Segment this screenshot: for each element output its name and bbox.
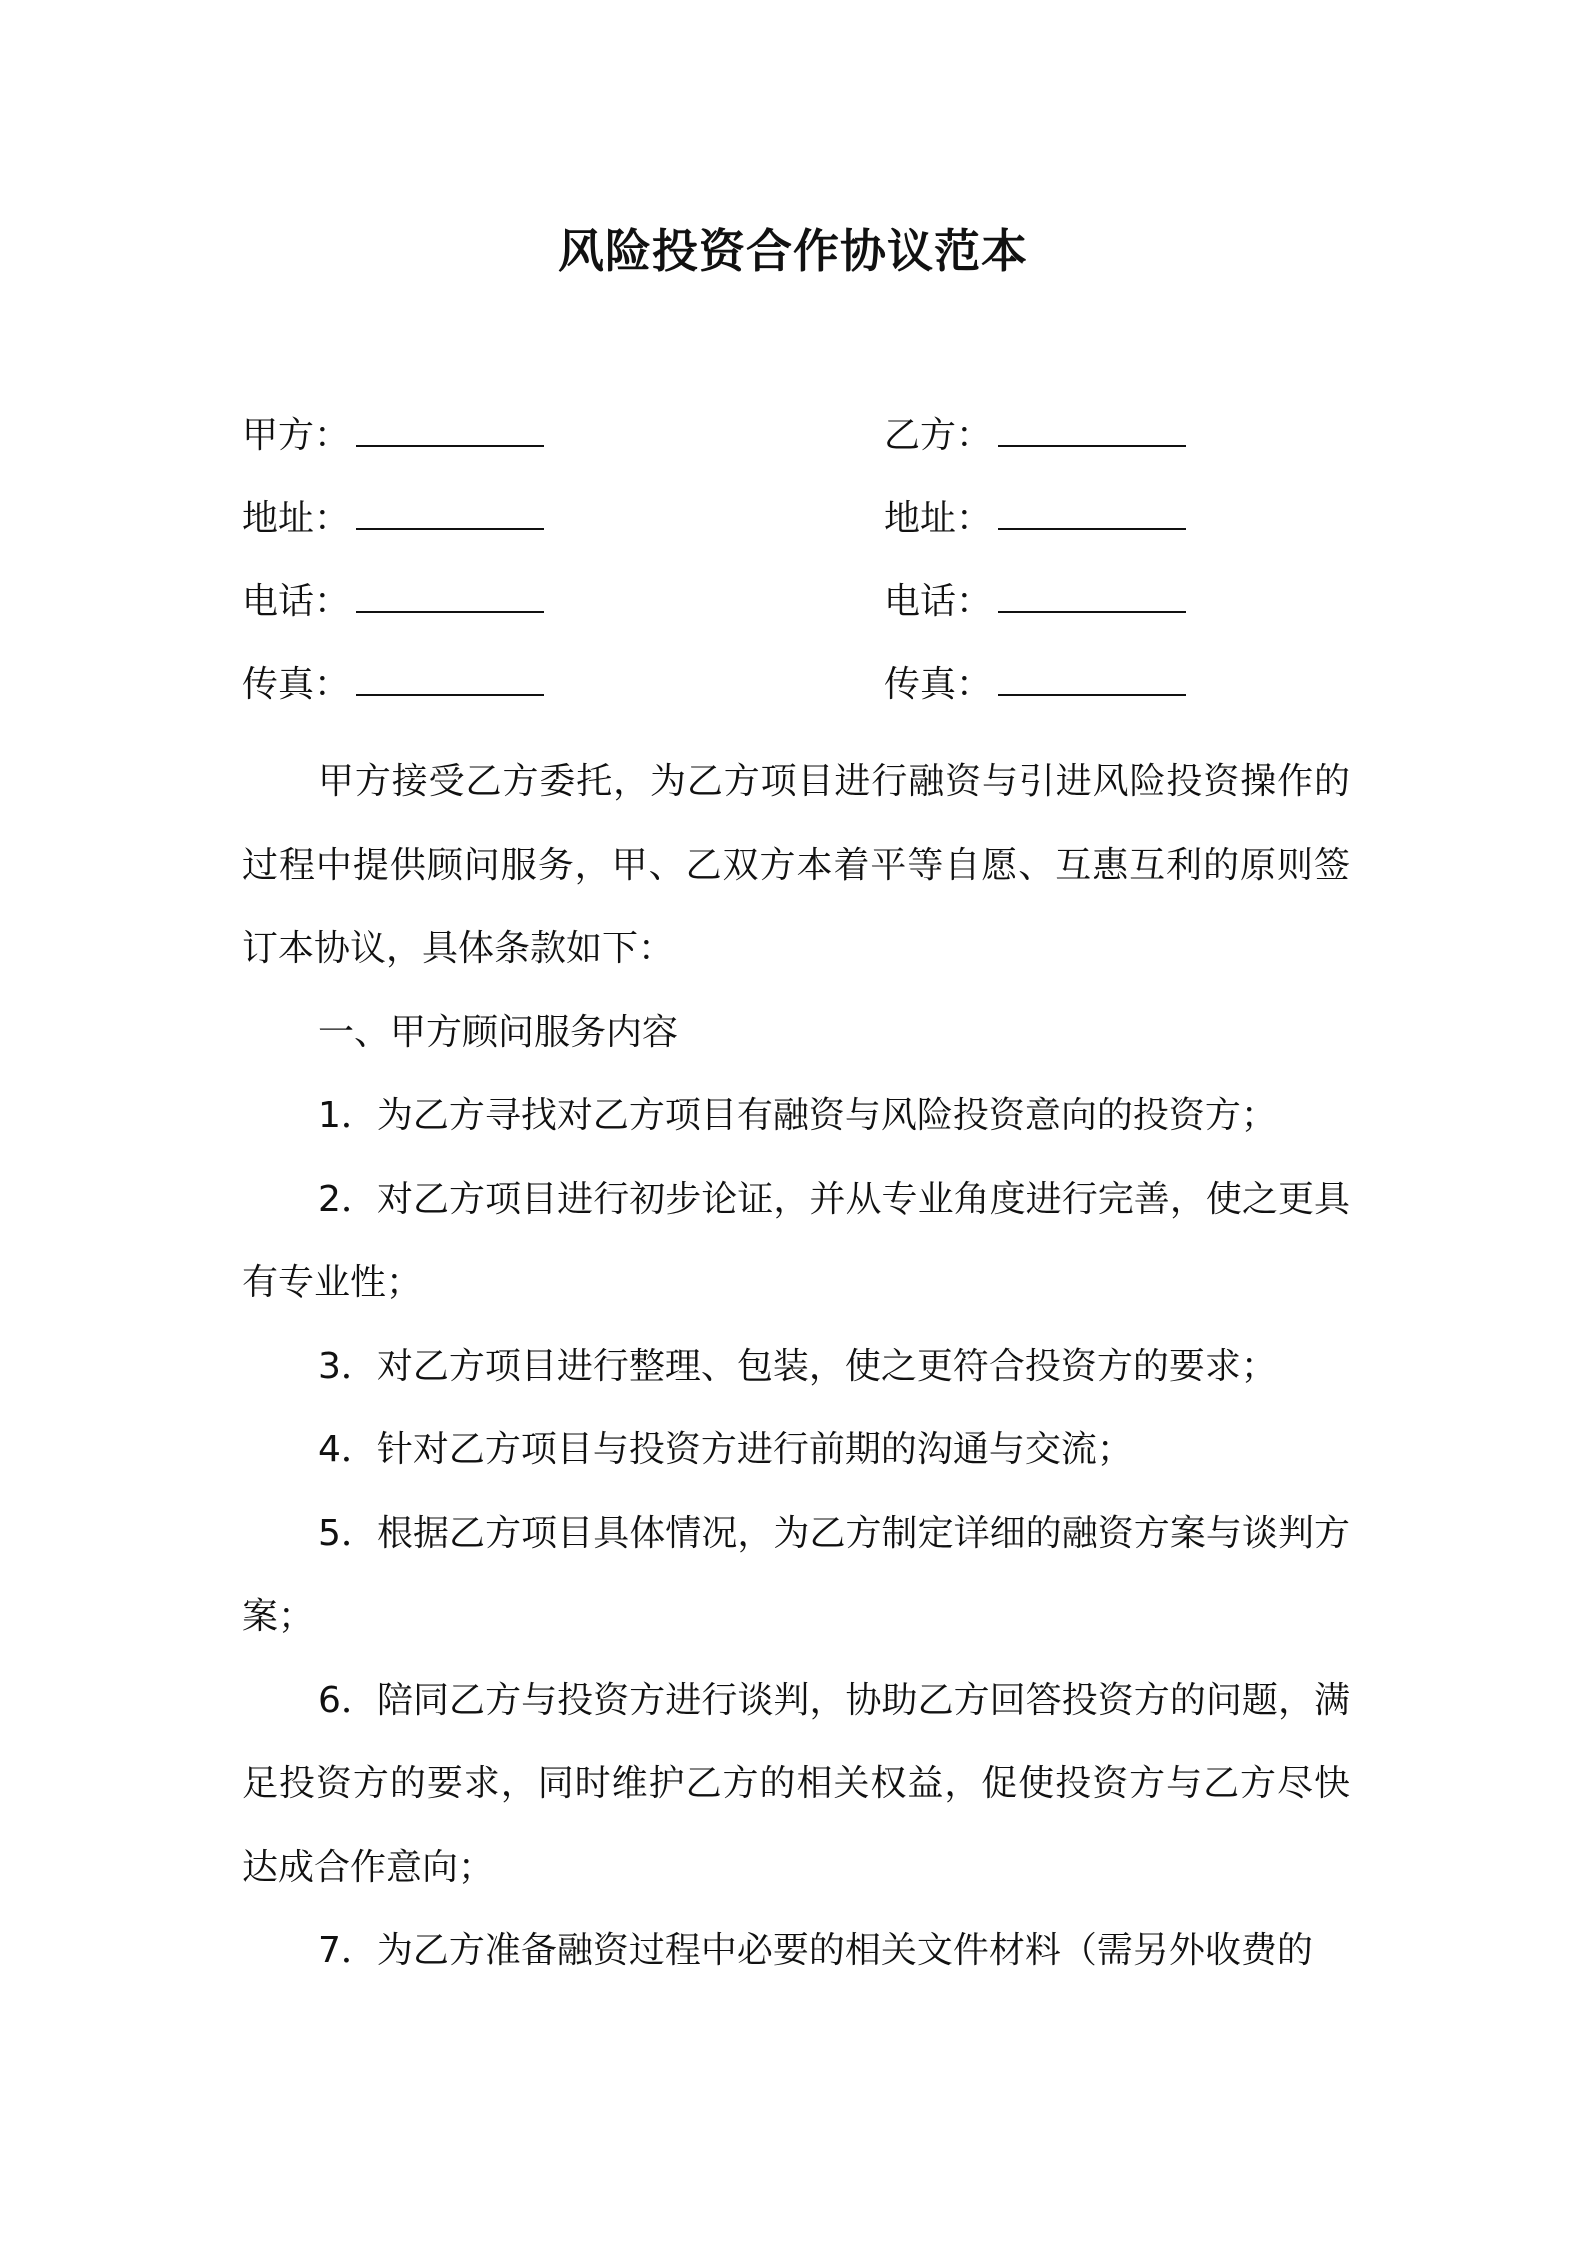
party-b-address-line	[884, 498, 1186, 539]
party-a-phone-label: 电话：	[242, 581, 351, 622]
party-b-fax-line	[884, 664, 1186, 705]
party-b-label: 乙方：	[884, 415, 993, 456]
party-a-label: 甲方：	[242, 415, 351, 456]
party-b-phone-label: 电话：	[884, 581, 993, 622]
party-b-fax-blank	[998, 664, 1186, 696]
party-b-phone-blank	[998, 581, 1186, 613]
clause-7: 7．为乙方准备融资过程中必要的相关文件材料（需另外收费的	[318, 1930, 1313, 1971]
clause-6: 6．陪同乙方与投资方进行谈判，协助乙方回答投资方的问题，满足投资方的要求，同时维护乙方的相关权益，促使投资方与乙方尽快达成合作意向；	[242, 1679, 1350, 1888]
agreement-body	[242, 740, 1350, 1993]
party-a-phone-blank	[356, 581, 544, 613]
section-heading: 一、甲方顾问服务内容	[318, 1011, 679, 1053]
clause-2: 2．对乙方项目进行初步论证，并从专业角度进行完善，使之更具有专业性；	[242, 1178, 1350, 1303]
clause-1: 1．为乙方寻找对乙方项目有融资与风险投资意向的投资方；	[318, 1095, 1277, 1136]
party-a-fax-label: 传真：	[242, 664, 351, 705]
party-b-fax-label: 传真：	[884, 664, 993, 705]
clause-5: 5．根据乙方项目具体情况，为乙方制定详细的融资方案与谈判方案；	[242, 1512, 1350, 1637]
clause-3: 3．对乙方项目进行整理、包装，使之更符合投资方的要求；	[318, 1345, 1277, 1387]
party-a-line	[242, 415, 544, 456]
party-b-line	[884, 415, 1186, 456]
party-b-blank	[998, 415, 1186, 447]
party-b-address-label: 地址：	[884, 498, 993, 539]
party-a-fax-line	[242, 664, 544, 705]
party-a-address-line	[242, 498, 544, 539]
party-b-phone-line	[884, 581, 1186, 622]
party-a-blank	[356, 415, 544, 447]
party-a-phone-line	[242, 581, 544, 622]
party-a-fax-blank	[356, 664, 544, 696]
party-a-address-label: 地址：	[242, 498, 351, 539]
document-title: 风险投资合作协议范本	[558, 224, 1028, 278]
party-b-address-blank	[998, 498, 1186, 530]
clause-4: 4．针对乙方项目与投资方进行前期的沟通与交流；	[318, 1429, 1133, 1470]
party-a-address-blank	[356, 498, 544, 530]
intro-paragraph: 甲方接受乙方委托，为乙方项目进行融资与引进风险投资操作的过程中提供顾问服务，甲、乙双方本着平等自愿、互惠互利的原则签订本协议，具体条款如下：	[242, 761, 1350, 969]
